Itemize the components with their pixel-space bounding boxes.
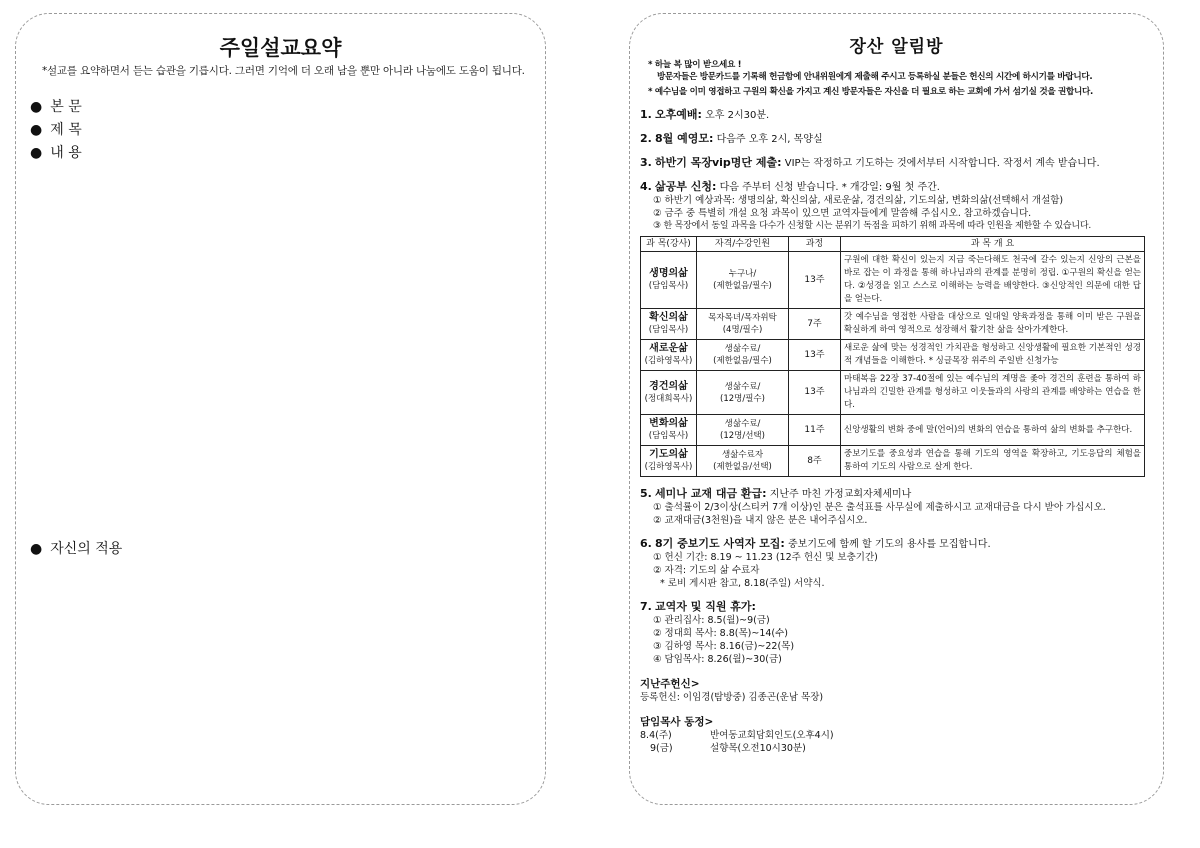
qualification-line: (제한없음/선택) [713,462,772,472]
schedule-text: 설향목(오전10시30분) [710,743,806,754]
course-description: 구원에 대한 확신이 있는지 지금 죽는다해도 천국에 갈수 있는지 신앙의 근본을 바로 잡는 이 과정을 통해 하나님과의 관계를 분명히 정립. ①구원의 확신을 얻는다. ②성경을 읽고 스스로 이해하는 능력을 배양한다. ③신앙적인 의문에 대한 답을 얻는다. [841,252,1145,309]
item-number: 4. [640,180,652,193]
item-heading: 8월 예영모: [655,132,714,145]
item-number: 2. [640,132,652,145]
course-qualification [697,309,789,340]
bullet-dot-icon: ● [30,122,43,138]
table-row [641,446,1145,477]
table-header: 자격/수강인원 [697,237,789,252]
qualification-line: 생삶수료자 [721,450,764,460]
item-text: 지난주 마친 가정교회자체세미나 [766,489,912,500]
course-weeks: 8주 [789,446,841,477]
qualification-line: 누구나/ [728,269,757,279]
pastor-schedule-row [640,729,1148,742]
announcements-title: 장산 알림방 [849,37,944,57]
announcement-item-6 [640,537,1148,551]
table-row [641,340,1145,371]
announcement-item-4 [640,180,1148,194]
course-name: 경건의삶 [649,380,688,392]
table-row [641,371,1145,415]
sermon-bullets [30,96,82,165]
qualification-line: 목자목녀/목자위탁 [708,313,777,323]
course-qualification [697,371,789,415]
course-description: 신앙생활의 변화 중에 말(언어)의 변화의 연습을 통하여 삶의 변화를 추구한다. [841,415,1145,446]
item4-sub-2: ② 금주 중 특별히 개설 요청 과목이 있으면 교역자들에게 말씀해 주십시오. 참고하겠습니다. [653,208,1032,219]
announcement-item-1 [640,108,1148,122]
course-description: 새로운 삶에 맞는 성경적인 가치관을 형성하고 신앙생활에 필요한 기본적인 성경적 개념들을 이해한다. * 싱글목장 위주의 주일반 신청가능 [841,340,1145,371]
course-qualification [697,252,789,309]
item-number: 3. [640,156,652,169]
course-name-cell [641,340,697,371]
pastor-schedule-row [640,742,1148,755]
bullet-dot-icon: ● [30,145,43,161]
item7-sub-1: ① 관리집사: 8.5(월)~9(금) [653,615,770,626]
bullet-content [30,142,82,165]
course-table [640,236,1145,477]
item-heading: 세미나 교재 대금 환급: [655,487,767,500]
course-instructor: (담임목사) [648,325,689,335]
item-number: 7. [640,600,652,613]
item-number: 5. [640,487,652,500]
bullet-text [30,96,82,119]
announcement-item-5 [640,487,1148,501]
item-text: 다음주 오후 2시, 목양실 [713,134,823,145]
item7-sub-3: ③ 김하영 목사: 8.16(금)~22(목) [653,641,795,652]
course-qualification [697,446,789,477]
qualification-line: (4명/필수) [722,325,763,335]
announcement-item-3 [640,156,1148,170]
course-name-cell [641,415,697,446]
course-instructor: (담임목사) [648,281,689,291]
item-number: 6. [640,537,652,550]
course-weeks: 11주 [789,415,841,446]
item4-sub-3: ③ 한 목장에서 동일 과목을 다수가 신청할 시는 분위기 독점을 피하기 위해 과목에 따라 인원을 제한할 수 있습니다. [653,221,1091,231]
course-weeks: 13주 [789,371,841,415]
course-instructor: (정대희목사) [644,393,693,404]
item-heading: 8기 중보기도 사역자 모집: [655,537,785,550]
bullet-label: 내 용 [50,145,82,161]
course-weeks: 13주 [789,340,841,371]
course-instructor: (담임목사) [648,431,689,441]
offering-heading: 지난주헌신> [640,678,700,690]
course-name-cell [641,252,697,309]
course-name-cell [641,371,697,415]
course-qualification [697,340,789,371]
course-name: 새로운삶 [649,343,688,354]
course-instructor: (김하영목사) [644,462,693,472]
table-row [641,415,1145,446]
item-heading: 삶공부 신청: [655,180,717,193]
qualification-line: (12명/선택) [720,431,765,441]
item-text: 다음 주부터 신청 받습니다. * 개강일: 9월 첫 주간. [716,182,940,193]
course-instructor: (김하영목사) [644,356,693,366]
qualification-line: 생삶수료/ [724,381,761,392]
item7-sub-4: ④ 담임목사: 8.26(월)~30(금) [653,654,782,665]
item6-sub-1: ① 헌신 기간: 8.19 ~ 11.23 (12주 헌신 및 보충기간) [653,552,878,563]
item5-sub-2: ② 교재대금(3천원)을 내지 않은 분은 내어주십시오. [653,515,868,526]
course-weeks: 7주 [789,309,841,340]
announcement-item-2 [640,132,1148,146]
announcements-panel [629,13,1164,805]
item7-sub-2: ② 정대희 목사: 8.8(목)~14(수) [653,628,788,639]
pastor-schedule-heading: 담임목사 동정> [640,716,714,728]
course-name-cell [641,309,697,340]
sermon-summary-panel [15,13,546,805]
bullet-dot-icon: ● [30,99,43,115]
item-text: VIP는 작정하고 기도하는 것에서부터 시작합니다. 작정서 계속 받습니다. [781,158,1100,169]
course-name: 변화의삶 [649,418,688,429]
bullet-application [30,538,122,558]
notice-visitors: 방문자들은 방문카드를 기록해 헌금함에 안내위원에게 제출해 주시고 등록하실 분들은 헌신의 시간에 하시기를 바랍니다. [657,72,1093,82]
qualification-line: (12명/필수) [720,393,765,404]
notice-believers: * 예수님을 이미 영접하고 구원의 확신을 가지고 계신 방문자들은 자신을 더 필요로 하는 교회에 가서 섬기실 것을 권합니다. [648,87,1093,97]
schedule-date: 9(금) [650,743,673,754]
table-header: 과정 [789,237,841,252]
schedule-date: 8.4(주) [640,730,672,741]
item5-sub-1: ① 출석률이 2/3이상(스티커 7개 이상)인 분은 출석표를 사무실에 제출하시고 교재대금을 다시 받아 가십시오. [653,502,1106,513]
qualification-line: (제한없음/필수) [713,356,772,366]
course-description: 중보기도를 중요성과 연습을 통해 기도의 영역을 확장하고, 기도응답의 체험을 통하여 기도의 사람으로 살게 한다. [841,446,1145,477]
item4-sub-1: ① 하반기 예상과목: 생명의삶, 확신의삶, 새로운삶, 경건의삶, 기도의삶, 변화의삶(선택해서 개설함) [653,195,1064,206]
course-name: 생명의삶 [649,268,688,279]
qualification-line: 생삶수료/ [724,419,761,429]
announcement-item-7 [640,600,1148,614]
item-text: 오후 2시30분. [701,110,770,121]
notice-greeting: * 하늘 복 많이 받으세요 ! [648,60,742,70]
course-description: 마태복음 22장 37-40절에 있는 예수님의 계명을 좇아 경건의 훈련을 통하여 하나님과의 긴밀한 관계를 형성하고 이웃들과의 사랑의 관계를 배양하는 연습을 한다. [841,371,1145,415]
course-description: 갓 예수님을 영접한 사람을 대상으로 일대일 양육과정을 통해 이미 받은 구원을 확실하게 하여 영적으로 성장해서 활기찬 삶을 살아가게한다. [841,309,1145,340]
item-text: 중보기도에 함께 할 기도의 용사를 모집합니다. [784,539,991,550]
bullet-label: 자신의 적용 [50,541,123,557]
course-weeks: 13주 [789,252,841,309]
schedule-text: 반여동교회담회인도(오후4시) [710,730,834,741]
bullet-label: 제 목 [50,122,82,138]
table-header: 과 목 개 요 [841,237,1145,252]
item-heading: 하반기 목장vip명단 제출: [655,156,782,169]
table-row [641,252,1145,309]
course-name-cell [641,446,697,477]
item-number: 1. [640,108,652,121]
item-heading: 교역자 및 직원 휴가: [655,600,756,613]
announcements-content [640,59,1148,755]
table-header-row [641,237,1145,252]
item6-sub-2: ② 자격: 기도의 삶 수료자 [653,565,760,576]
qualification-line: 생삶수료/ [724,344,761,354]
offering-line: 등록헌신: 이임경(탐방중) 김종곤(운남 목장) [640,692,824,703]
sermon-summary-subtitle: *설교를 요약하면서 듣는 습관을 기릅시다. 그러면 기억에 더 오래 남을 뿐만 아니라 나눔에도 도움이 됩니다. [42,65,525,77]
table-header: 과 목(강사) [641,237,697,252]
course-name: 확신의삶 [649,312,688,323]
qualification-line: (제한없음/필수) [713,281,772,291]
bullet-label: 본 문 [50,99,82,115]
sermon-summary-title: 주일설교요약 [219,36,342,60]
item-heading: 오후예배: [655,108,702,121]
course-qualification [697,415,789,446]
item6-sub-3: * 로비 게시판 참고, 8.18(주일) 서약식. [660,578,825,589]
course-name: 기도의삶 [649,449,688,460]
bullet-dot-icon: ● [30,541,43,557]
bullet-title [30,119,82,142]
table-row [641,309,1145,340]
